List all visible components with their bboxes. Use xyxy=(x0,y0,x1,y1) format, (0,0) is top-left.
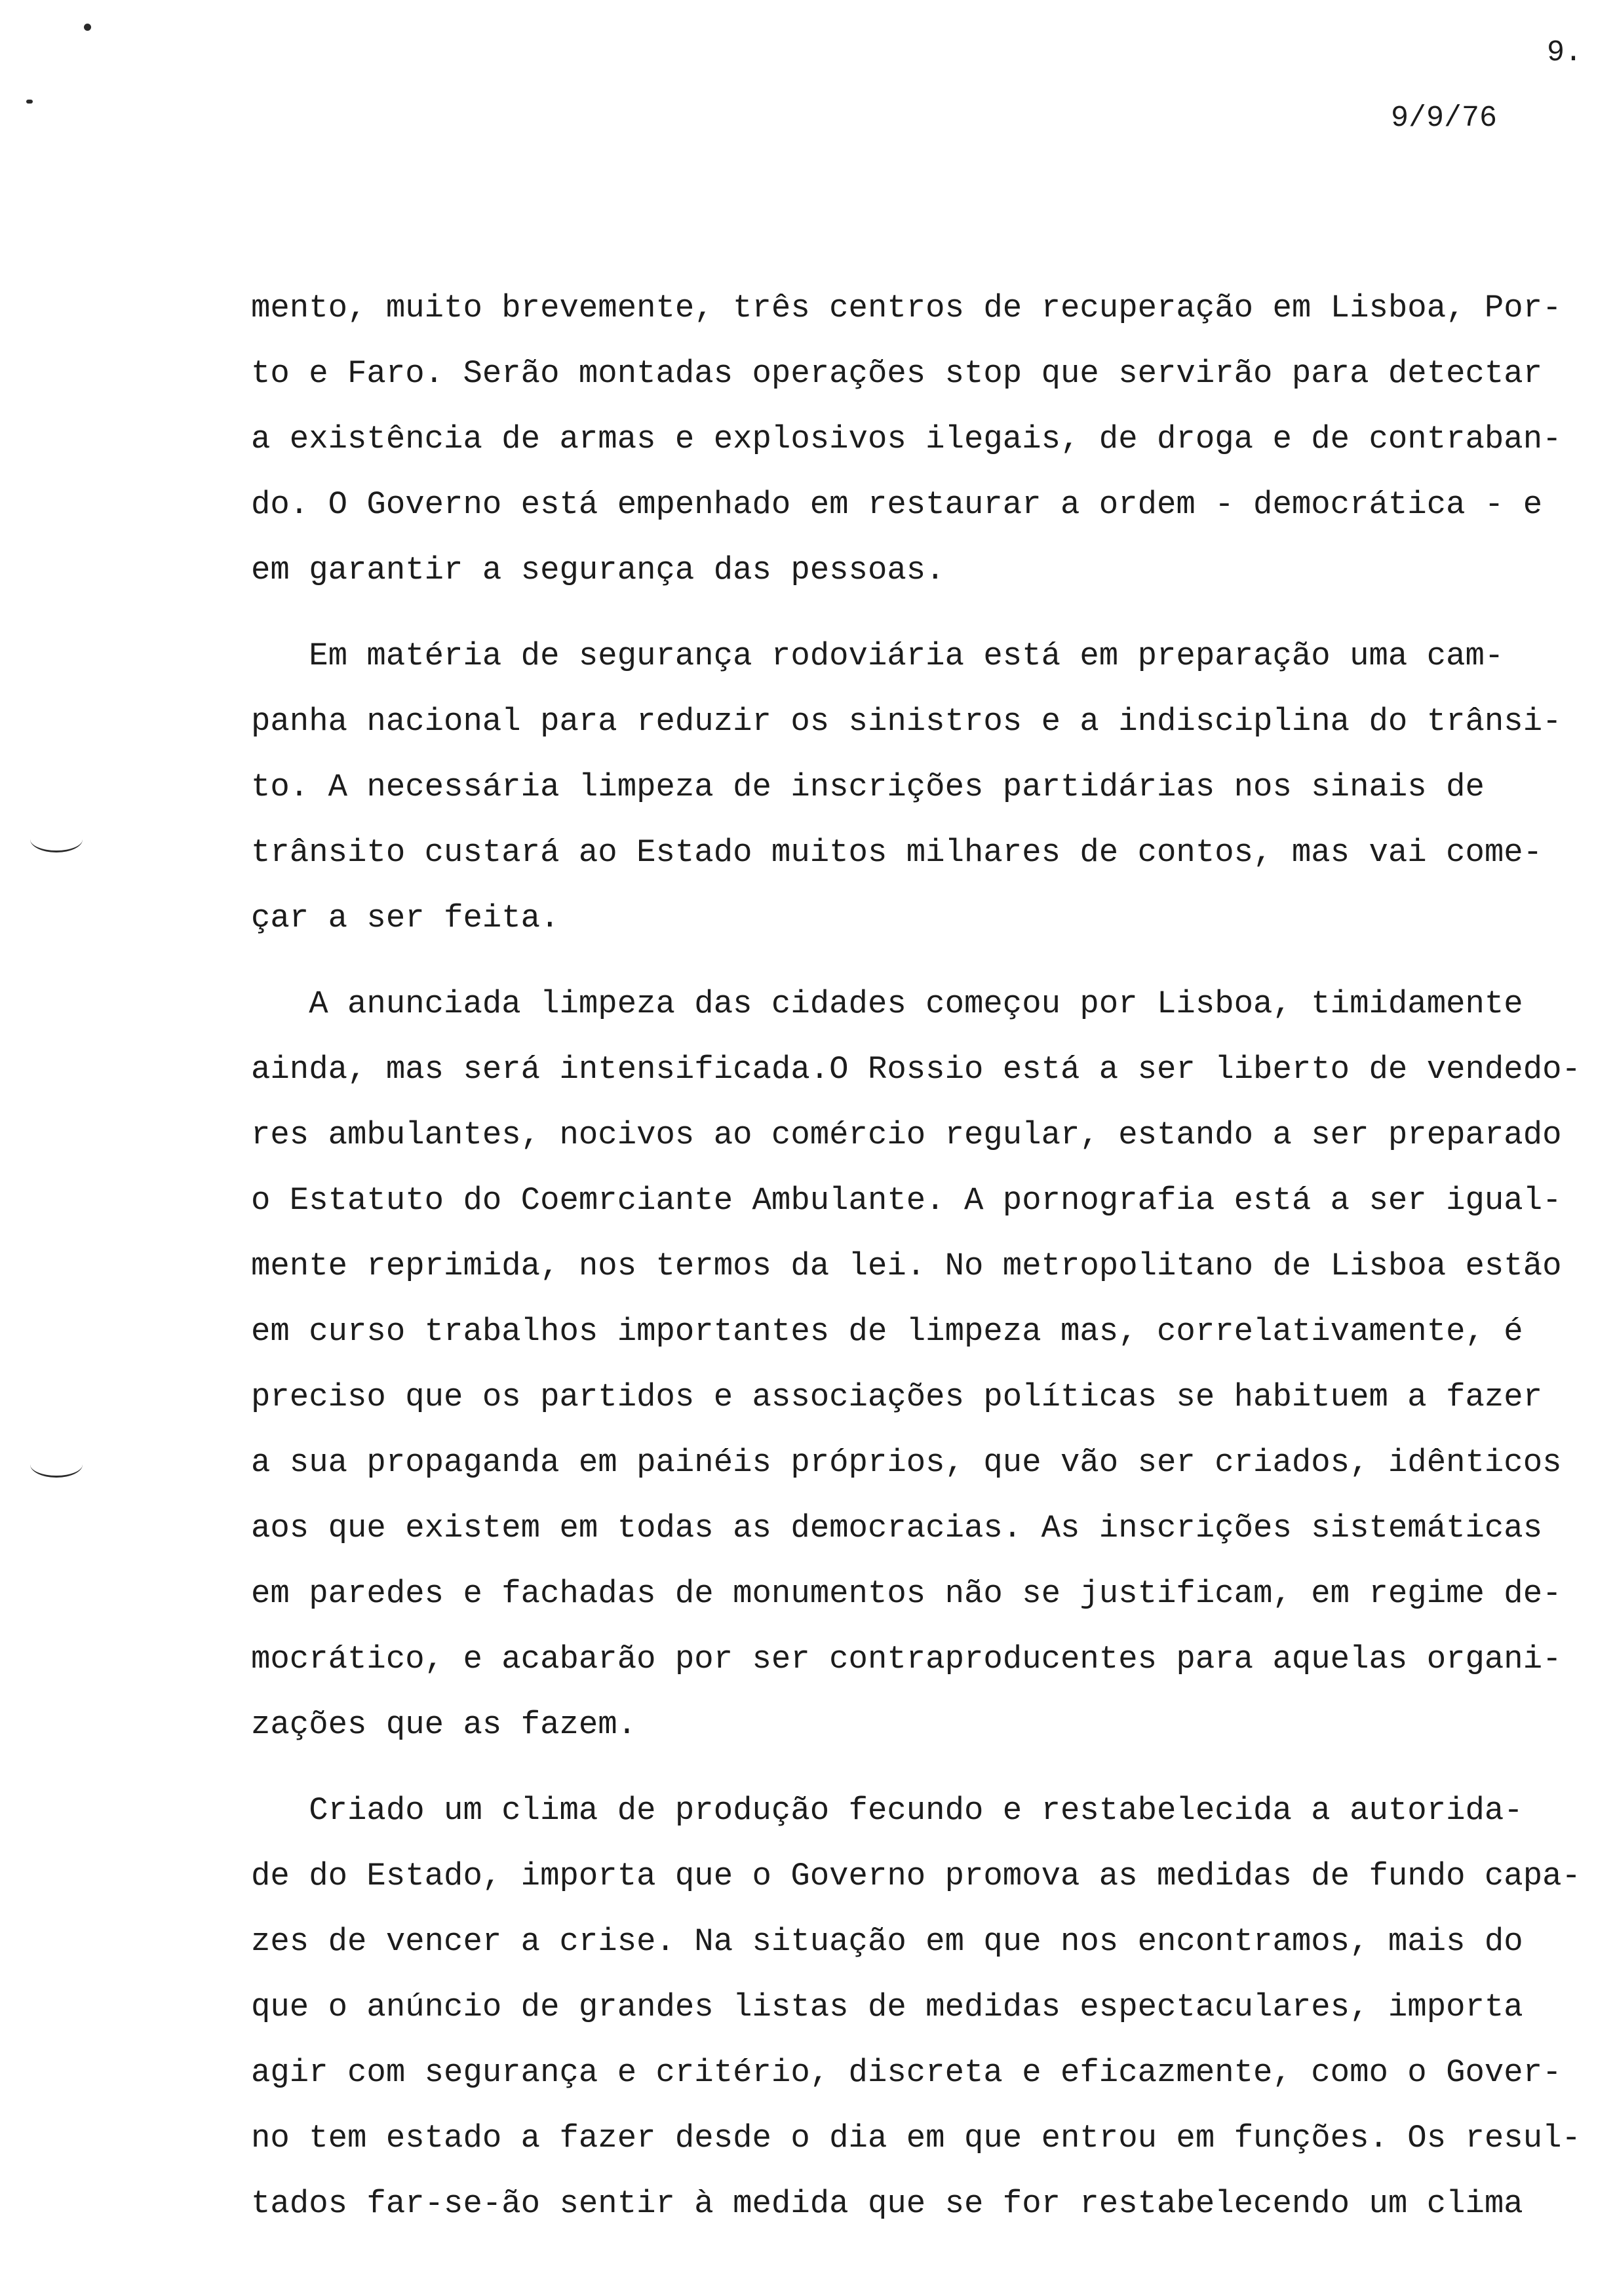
text-line: em paredes e fachadas de monumentos não se justificam, em regime de- xyxy=(251,1575,1562,1612)
text-line: tados far-se-ão sentir à medida que se for restabelecendo um clima xyxy=(251,2185,1523,2222)
page-number: 9. xyxy=(1546,36,1582,69)
paragraph-4 xyxy=(251,1778,1601,2236)
document-body xyxy=(251,275,1601,2236)
text-line: zações que as fazem. xyxy=(251,1706,637,1743)
binder-arc-mark-lower xyxy=(30,1456,83,1478)
text-line: a sua propaganda em painéis próprios, que vão ser criados, idênticos xyxy=(251,1444,1562,1481)
text-line: do. O Governo está empenhado em restaurar a ordem - democrática - e xyxy=(251,486,1543,523)
text-line: Criado um clima de produção fecundo e restabelecida a autorida- xyxy=(251,1792,1523,1829)
punch-dot-mark xyxy=(84,24,91,31)
text-line: o Estatuto do Coemrciante Ambulante. A pornografia está a ser igual- xyxy=(251,1182,1562,1219)
text-line: trânsito custará ao Estado muitos milhares de contos, mas vai come- xyxy=(251,834,1543,871)
text-line: mente reprimida, nos termos da lei. No metropolitano de Lisboa estão xyxy=(251,1248,1562,1284)
punch-dash-mark xyxy=(26,100,33,104)
text-line: que o anúncio de grandes listas de medidas espectaculares, importa xyxy=(251,1989,1523,2025)
text-line: to e Faro. Serão montadas operações stop que servirão para detectar xyxy=(251,355,1543,392)
text-line: to. A necessária limpeza de inscrições partidárias nos sinais de xyxy=(251,769,1485,805)
page-date: 9/9/76 xyxy=(1390,102,1497,135)
text-line: no tem estado a fazer desde o dia em que entrou em funções. Os resul- xyxy=(251,2120,1581,2156)
binder-arc-mark-upper xyxy=(30,831,83,852)
text-line: çar a ser feita. xyxy=(251,900,560,936)
text-line: mento, muito brevemente, três centros de recuperação em Lisboa, Por- xyxy=(251,290,1562,326)
text-line: zes de vencer a crise. Na situação em que nos encontramos, mais do xyxy=(251,1923,1523,1960)
text-line: em garantir a segurança das pessoas. xyxy=(251,552,945,588)
text-line: A anunciada limpeza das cidades começou por Lisboa, timidamente xyxy=(251,985,1523,1022)
text-line: em curso trabalhos importantes de limpeza mas, correlativamente, é xyxy=(251,1313,1523,1350)
paragraph-2 xyxy=(251,623,1601,951)
text-line: res ambulantes, nocivos ao comércio regular, estando a ser preparado xyxy=(251,1117,1562,1153)
text-line: panha nacional para reduzir os sinistros e a indisciplina do trânsi- xyxy=(251,703,1562,740)
text-line: preciso que os partidos e associações políticas se habituem a fazer xyxy=(251,1379,1543,1415)
text-line: de do Estado, importa que o Governo promova as medidas de fundo capa- xyxy=(251,1858,1581,1894)
text-line: Em matéria de segurança rodoviária está em preparação uma cam- xyxy=(251,638,1504,674)
paragraph-3 xyxy=(251,971,1601,1757)
text-line: ainda, mas será intensificada.O Rossio está a ser liberto de vendedo- xyxy=(251,1051,1581,1088)
text-line: mocrático, e acabarão por ser contraproducentes para aquelas organi- xyxy=(251,1641,1562,1677)
paragraph-1 xyxy=(251,275,1601,603)
text-line: agir com segurança e critério, discreta e eficazmente, como o Gover- xyxy=(251,2054,1562,2091)
text-line: aos que existem em todas as democracias. As inscrições sistemáticas xyxy=(251,1510,1543,1546)
text-line: a existência de armas e explosivos ilegais, de droga e de contraban- xyxy=(251,421,1562,457)
